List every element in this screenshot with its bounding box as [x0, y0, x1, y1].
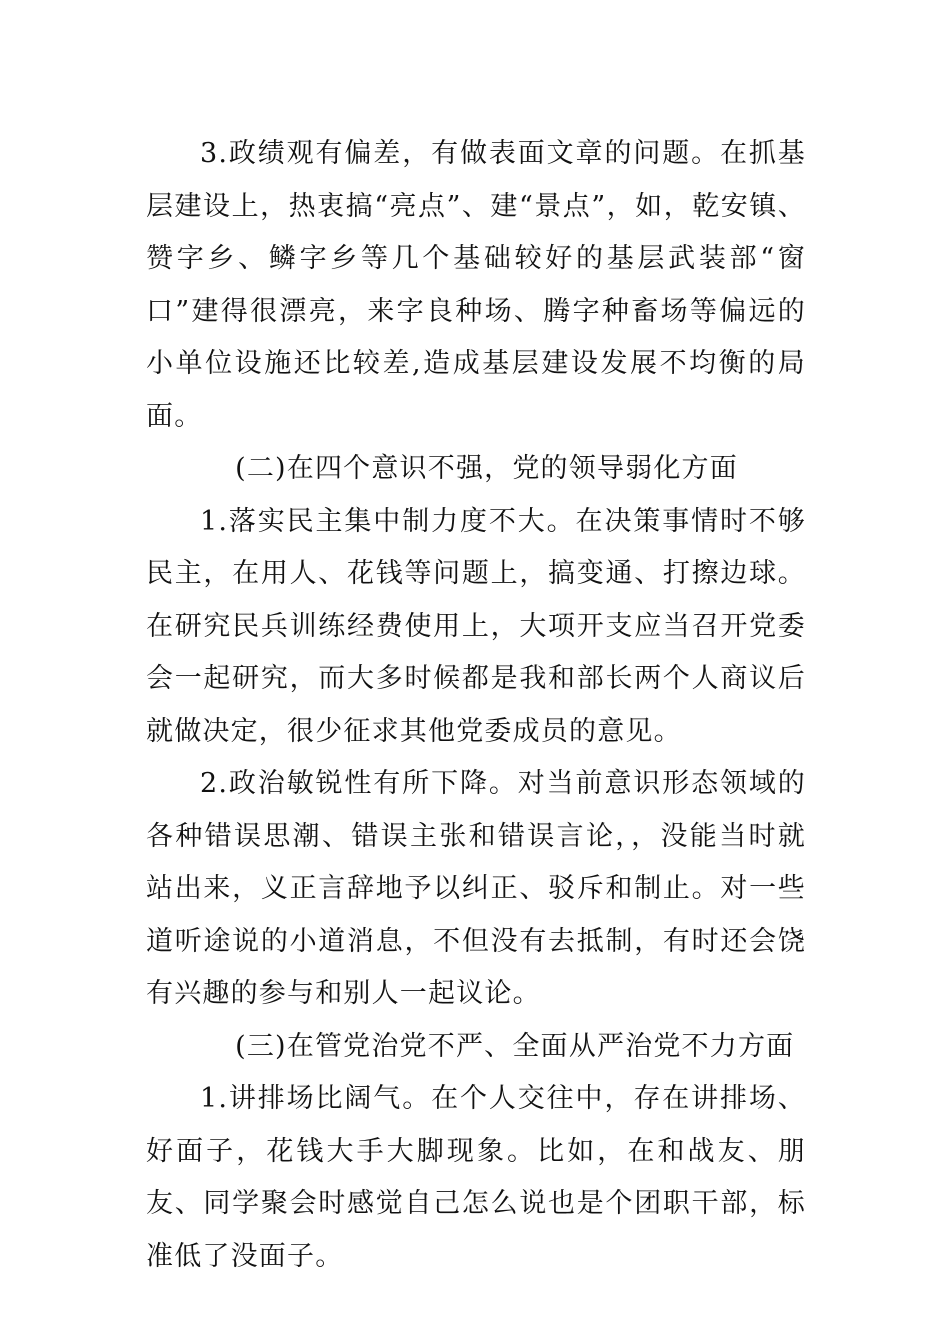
section-heading-3: (三)在管党治党不严、全面从严治党不力方面 [235, 1030, 795, 1062]
document-body [146, 128, 806, 1283]
section-heading-2: (二)在四个意识不强，党的领导弱化方面 [235, 453, 738, 484]
paragraph-democratic-centralism: 1.落实民主集中制力度不大。在决策事情时不够民主，在用人、花钱等问题上，搞变通、打擦边球。在研究民兵训练经费使用上，大项开支应当召开党委会一起研究，而大多时候都是我和部长两个人商议后就做决定，很少征求其他党委成员的意见。 [146, 505, 806, 747]
paragraph-political-sensitivity: 2.政治敏锐性有所下降。对当前意识形态领域的各种错误思潮、错误主张和错误言论，，没能当时就站出来，义正言辞地予以纠正、驳斥和制止。对一些道听途说的小道消息，不但没有去抵制，有时还会饶有兴趣的参与和别人一起议论。 [146, 768, 806, 1009]
paragraph-political-performance: 3.政绩观有偏差，有做表面文章的问题。在抓基层建设上，热衷搞“亮点”、建“景点”，如，乾安镇、赞字乡、鳞字乡等几个基础较好的基层武装部“窗口”建得很漂亮，来字良种场、腾字种畜场等偏远的小单位设施还比较差,造成基层建设发展不均衡的局面。 [146, 138, 806, 432]
paragraph-extravagance: 1.讲排场比阔气。在个人交往中，存在讲排场、好面子，花钱大手大脚现象。比如，在和战友、朋友、同学聚会时感觉自己怎么说也是个团职干部，标准低了没面子。 [146, 1083, 806, 1272]
